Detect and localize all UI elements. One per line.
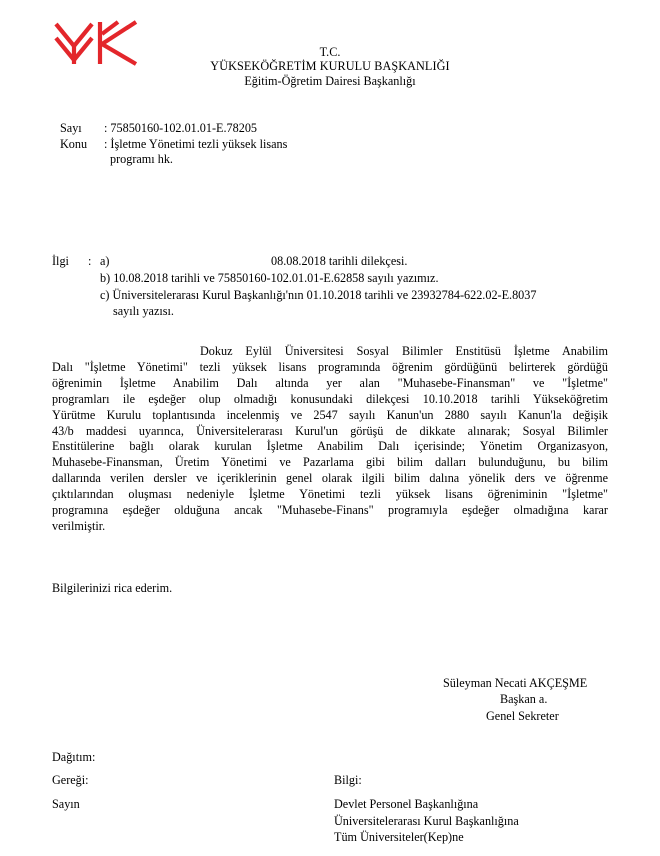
closing-sentence: Bilgilerinizi rica ederim.: [52, 581, 173, 595]
body-line: Dalı "İşletme Yönetimi" tezli yüksek lisans programında öğrenim gördüğünü belirterek gördüğü: [52, 359, 608, 374]
geregi-label: Gereği:: [52, 773, 89, 787]
body-line: Dokuz Eylül Üniversitesi Sosyal Bilimler Enstitüsü İşletme Anabilim: [200, 344, 608, 358]
ilgi-colon: :: [88, 254, 92, 268]
body-line: dallarında verilen dersler ve içeriklerinin genel olarak ilgili bilim dalına yönelik ders ve öğrenme: [52, 471, 608, 486]
bilgi-item: Üniversitelerarası Kurul Başkanlığına: [334, 814, 519, 828]
ilgi-c-text-2: sayılı yazısı.: [113, 304, 174, 318]
ilgi-a-prefix: a): [100, 254, 110, 268]
konu-value-2: programı hk.: [110, 152, 173, 166]
signatory-title-1: Başkan a.: [500, 692, 548, 706]
ilgi-a-text: 08.08.2018 tarihli dilekçesi.: [271, 254, 408, 268]
bilgi-item: Tüm Üniversiteler(Kep)ne: [334, 830, 464, 844]
logo-k-inner: [102, 22, 118, 34]
konu-label: Konu: [60, 137, 88, 151]
body-line: Enstitülerine bağlı olarak kurulan İşletme Anabilim Dalı içerisinde; Yönetim Organizasyon,: [52, 439, 608, 454]
dagitim-label: Dağıtım:: [52, 750, 96, 764]
body-line: öğrenimin İşletme Anabilim Dalı altında yer alan "Muhasebe-Finansman" ve "İşletme": [52, 375, 608, 390]
ilgi-label: İlgi: [52, 254, 69, 268]
body-line: çıktılarından oluşması nedeniyle İşletme Yönetimi tezli yüksek lisans öğreniminin "İşletme": [52, 487, 608, 502]
bilgi-label: Bilgi:: [334, 773, 362, 787]
body-line: Yürütme Kurulu toplantısında incelenmiş ve 2547 sayılı Kanun'un 2880 sayılı Kanun'la değişik: [52, 407, 608, 422]
header-department: Eğitim-Öğretim Dairesi Başkanlığı: [244, 74, 416, 88]
sayin-label: Sayın: [52, 797, 80, 811]
konu-value-1: : İşletme Yönetimi tezli yüksek lisans: [104, 137, 288, 151]
bilgi-item: Devlet Personel Başkanlığına: [334, 797, 479, 811]
body-line: Muhasebe-Finansman, Üretim Yönetimi ve Pazarlama gibi bilim dalları bulunduğunu, bu bilim: [52, 455, 608, 470]
body-line: programları ile eşdeğer olup olmadığı konusundaki dilekçesi 10.10.2018 tarihli Yükseköğretim: [52, 391, 608, 406]
signatory-name: Süleyman Necati AKÇEŞME: [443, 676, 588, 690]
signatory-title-2: Genel Sekreter: [486, 709, 559, 723]
sayi-value: : 75850160-102.01.01-E.78205: [104, 121, 258, 135]
sayi-label: Sayı: [60, 121, 82, 135]
body-line: verilmiştir.: [52, 518, 106, 533]
header-tc: T.C.: [319, 45, 341, 59]
ilgi-b-text: b) 10.08.2018 tarihli ve 75850160-102.01.01-E.62858 sayılı yazımız.: [100, 271, 439, 285]
header-institution: YÜKSEKÖĞRETİM KURULU BAŞKANLIĞI: [210, 59, 450, 73]
body-paragraph: [52, 344, 608, 535]
body-line: 43/b maddesi uyarınca, Üniversitelerarası Kurul'un görüşü de dikkate alınarak; Sosyal Bilimler: [52, 423, 608, 438]
ilgi-c-text-1: c) Üniversitelerarası Kurul Başkanlığı'nın 01.10.2018 tarihli ve 23932784-622.02-E.8037: [100, 288, 537, 302]
body-line: programına eşdeğer olduğuna ancak "Muhasebe-Finans" programıyla eşdeğer olmadığına karar: [52, 503, 608, 518]
